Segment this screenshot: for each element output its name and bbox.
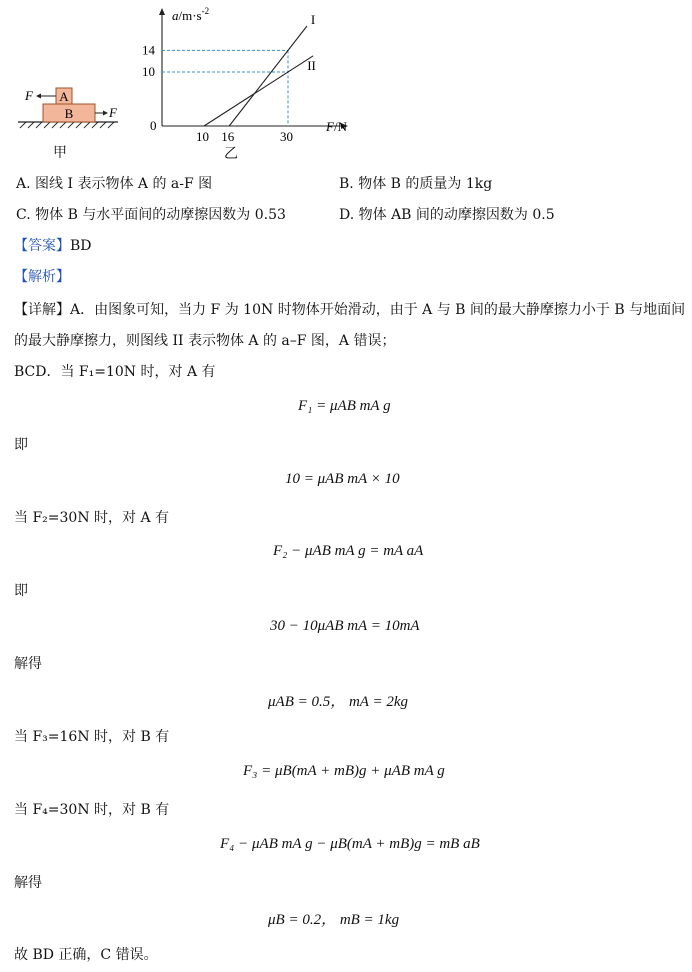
origin-label: 0 bbox=[150, 118, 157, 133]
y-tick-10: 10 bbox=[142, 64, 155, 79]
ji-2: 即 bbox=[14, 583, 28, 599]
answer-value: BD bbox=[70, 238, 92, 254]
when-f4: 当 F₄=30N 时，对 B 有 bbox=[14, 802, 170, 818]
x-tick-16: 16 bbox=[221, 129, 235, 144]
equation-1: F₁ = μAB mA g bbox=[298, 398, 391, 414]
analysis-tag: 【解析】 bbox=[14, 269, 70, 285]
a-f-chart bbox=[140, 0, 370, 165]
block-b-label: B bbox=[64, 106, 74, 121]
series-line-II bbox=[204, 56, 313, 126]
y-axis-label: $a/m\cdot s^{-2}$ bbox=[172, 6, 210, 23]
figure-a-caption: 甲 bbox=[53, 145, 67, 161]
jiede-1: 解得 bbox=[14, 656, 42, 672]
option-a: A. 图线 I 表示物体 A 的 a-F 图 bbox=[16, 176, 213, 192]
series-label-I: I bbox=[310, 12, 316, 28]
block-a-label: A bbox=[59, 89, 69, 104]
ground-hatching bbox=[20, 122, 114, 128]
series-label-II: II bbox=[307, 57, 316, 73]
answer-line bbox=[14, 237, 92, 255]
equation-5: μAB = 0.5， mA = 2kg bbox=[268, 694, 408, 710]
conclusion: 故 BD 正确，C 错误。 bbox=[14, 947, 158, 963]
y-axis-arrow bbox=[159, 8, 165, 15]
option-d: D. 物体 AB 间的动摩擦因数为 0.5 bbox=[339, 207, 555, 223]
when-f3: 当 F₃=16N 时，对 B 有 bbox=[14, 729, 170, 745]
y-tick-14: 14 bbox=[142, 42, 155, 58]
equation-2: 10 = μAB mA × 10 bbox=[285, 471, 400, 487]
detail-tag: 【详解】 bbox=[14, 302, 70, 318]
equation-7: F₄ − μAB mA g − μB(mA + mB)g = mB aB bbox=[220, 836, 480, 852]
ji-1: 即 bbox=[14, 437, 28, 453]
answer-tag: 【答案】 bbox=[14, 238, 70, 254]
figure-b-caption: 乙 bbox=[224, 146, 238, 162]
detail-line-2: 的最大静摩擦力，则图线 II 表示物体 A 的 a–F 图，A 错误； bbox=[14, 333, 396, 349]
option-c: C. 物体 B 与水平面间的动摩擦因数为 0.53 bbox=[16, 207, 286, 223]
x-tick-30: 30 bbox=[280, 129, 293, 144]
x-tick-10: 10 bbox=[196, 129, 209, 144]
equation-3: F₂ − μAB mA g = mA aA bbox=[273, 543, 424, 559]
force-right-label: F bbox=[109, 105, 117, 120]
equation-4: 30 − 10μAB mA = 10mA bbox=[270, 618, 420, 634]
force-left-label: F bbox=[25, 88, 33, 103]
jiede-2: 解得 bbox=[14, 875, 42, 891]
equation-6: F₃ = μB(mA + mB)g + μAB mA g bbox=[243, 763, 445, 779]
when-f2: 当 F₂=30N 时，对 A 有 bbox=[14, 510, 170, 526]
figure-blocks bbox=[10, 80, 130, 170]
series-line-I bbox=[229, 26, 307, 126]
x-axis-label: F/N bbox=[326, 119, 347, 134]
bcd-intro: BCD．当 F₁=10N 时，对 A 有 bbox=[14, 364, 216, 380]
equation-8: μB = 0.2， mB = 1kg bbox=[268, 912, 400, 928]
detail-line-1 bbox=[14, 301, 685, 319]
detail-text-1: A．由图象可知，当力 F 为 10N 时物体开始滑动，由于 A 与 B 间的最大静摩擦力小于 B 与地面间 bbox=[70, 302, 686, 318]
option-b: B. 物体 B 的质量为 1kg bbox=[339, 176, 493, 192]
